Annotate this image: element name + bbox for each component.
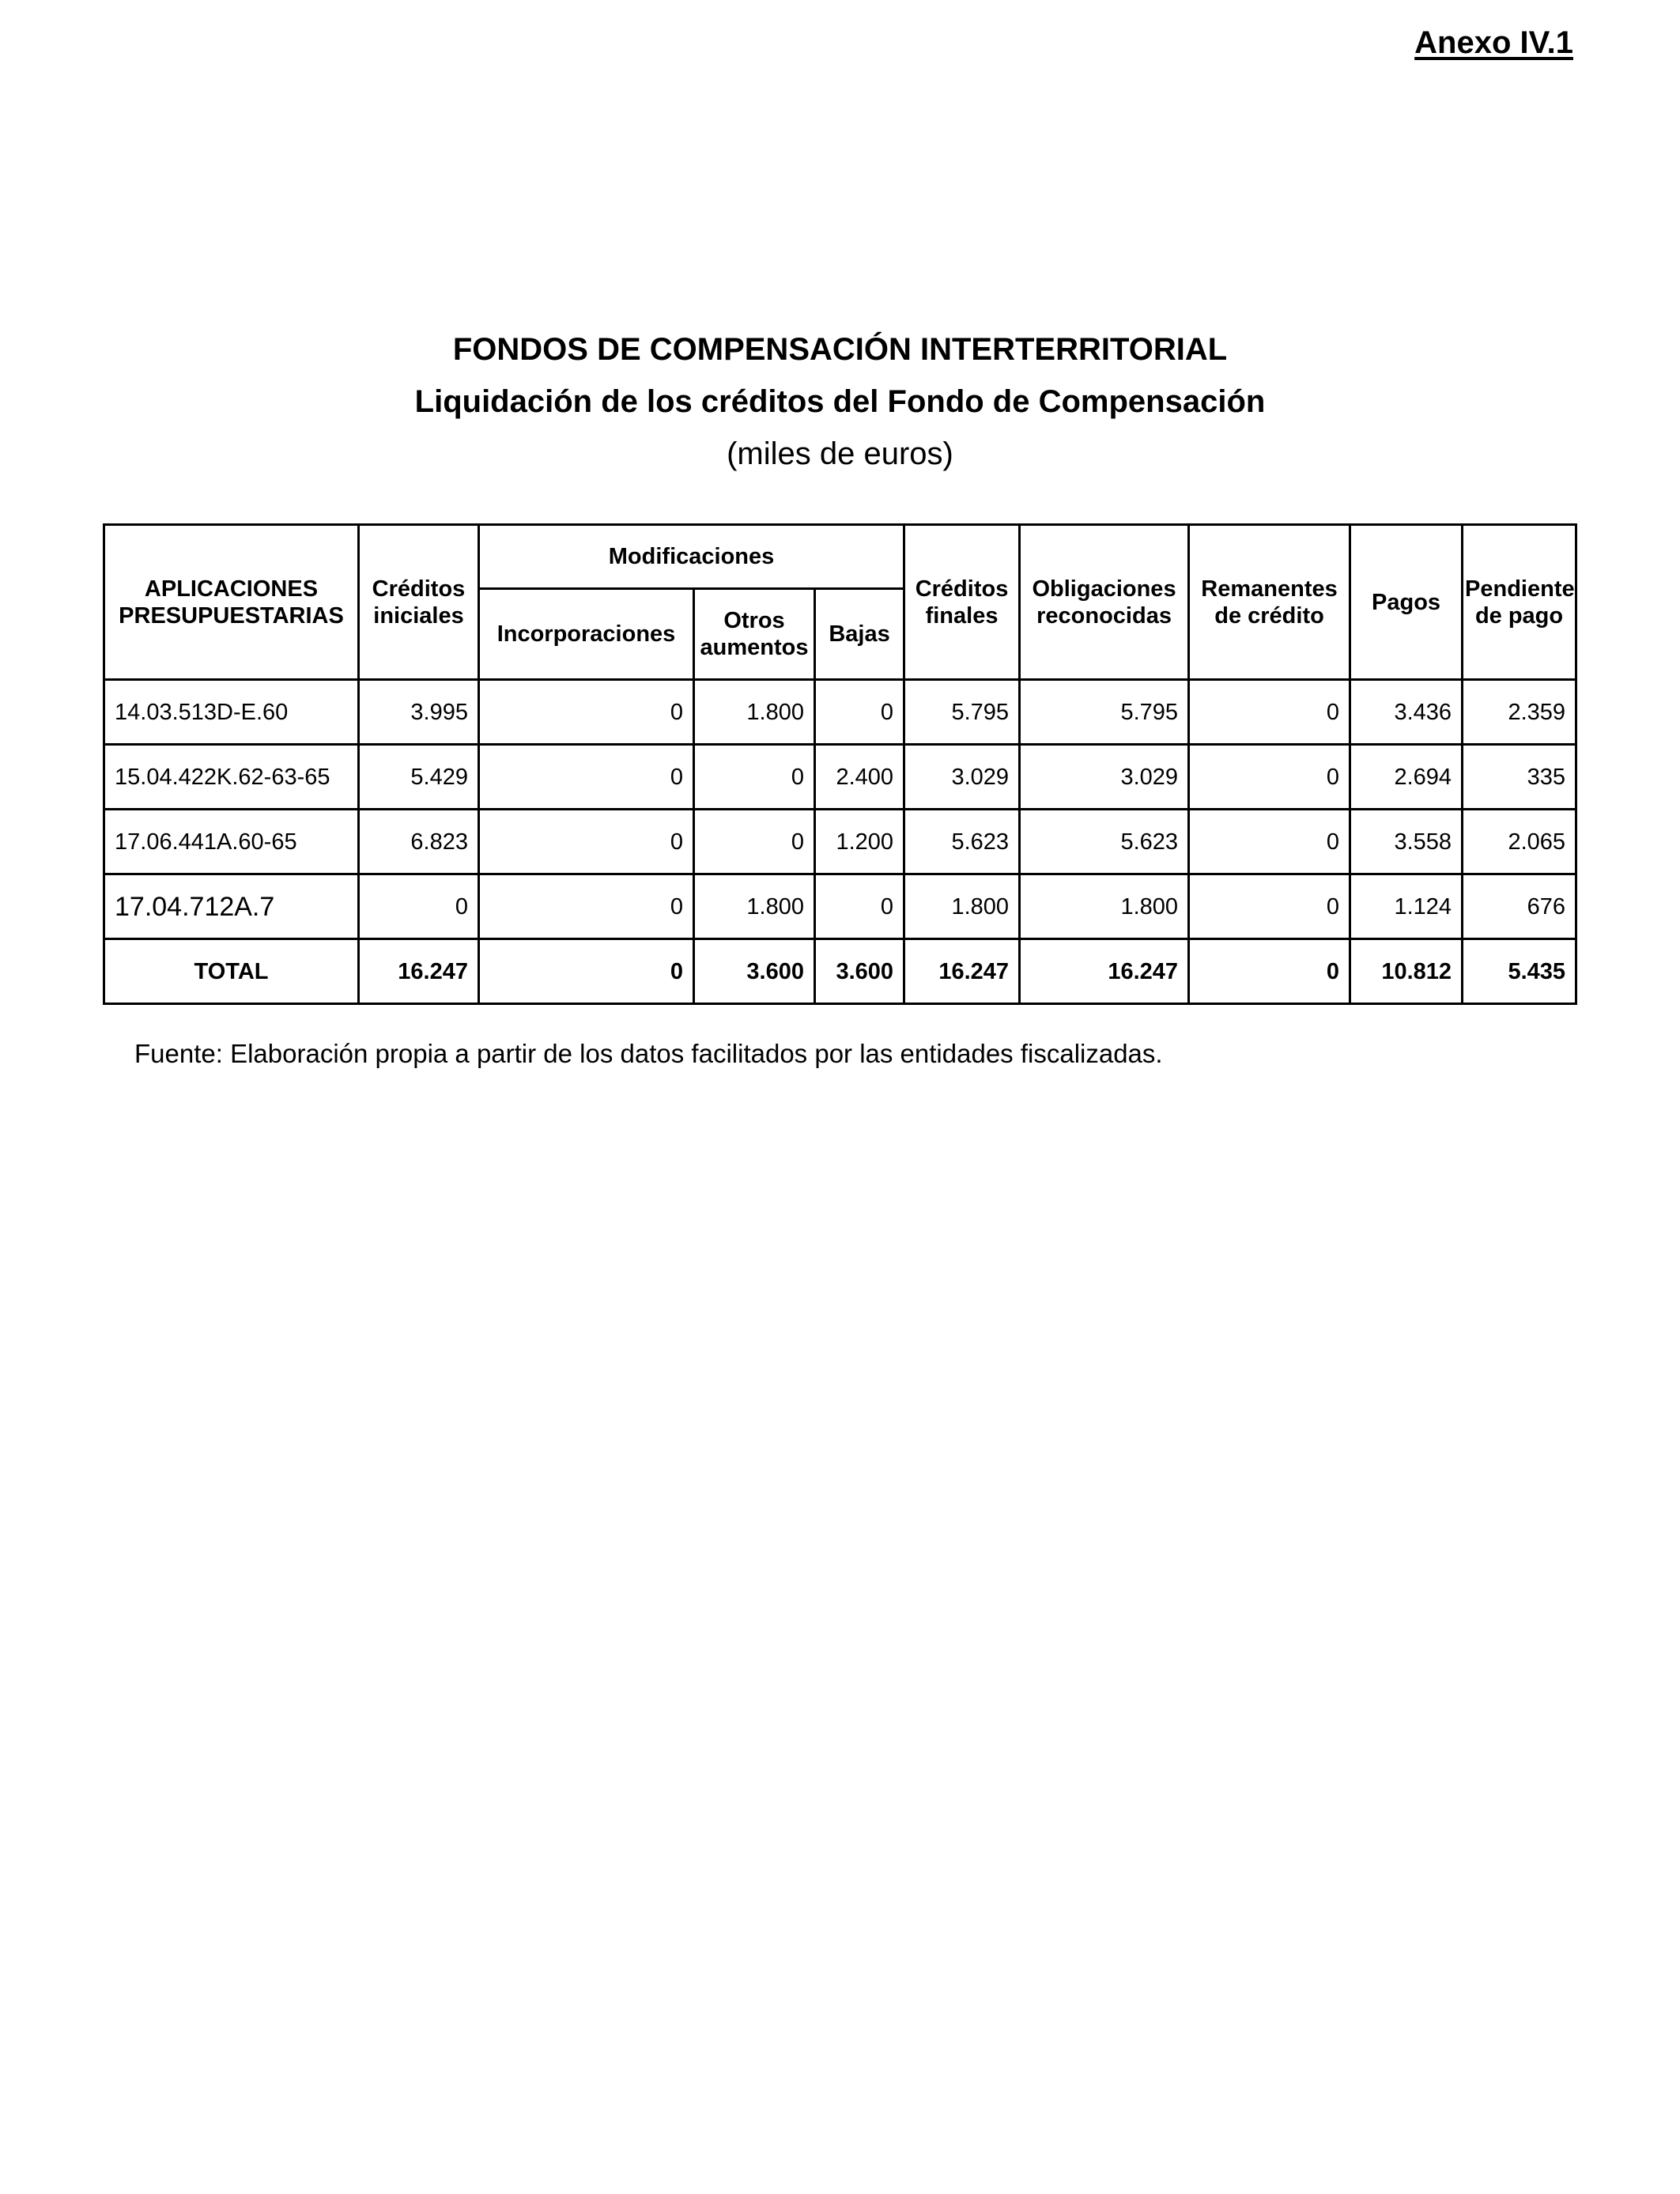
cell-remanentes: 0 [1189, 874, 1350, 939]
header-pagos: Pagos [1350, 525, 1463, 680]
cell-incorporaciones: 0 [479, 874, 694, 939]
total-obligaciones: 16.247 [1020, 939, 1189, 1004]
cell-creditos-finales: 5.623 [904, 810, 1020, 874]
cell-pagos: 2.694 [1350, 745, 1463, 810]
total-creditos-finales: 16.247 [904, 939, 1020, 1004]
table-row [104, 874, 1576, 939]
cell-pendiente: 2.359 [1463, 680, 1576, 745]
header-otros-aumentos: Otros aumentos [694, 589, 815, 680]
document-header [0, 330, 1680, 473]
cell-creditos-finales: 5.795 [904, 680, 1020, 745]
cell-pendiente: 335 [1463, 745, 1576, 810]
total-creditos-iniciales: 16.247 [359, 939, 479, 1004]
cell-bajas: 0 [815, 680, 904, 745]
cell-remanentes: 0 [1189, 745, 1350, 810]
cell-obligaciones: 3.029 [1020, 745, 1189, 810]
header-bajas: Bajas [815, 589, 904, 680]
cell-aplicacion: 17.06.441A.60-65 [104, 810, 359, 874]
cell-remanentes: 0 [1189, 810, 1350, 874]
total-bajas: 3.600 [815, 939, 904, 1004]
cell-remanentes: 0 [1189, 680, 1350, 745]
total-otros-aumentos: 3.600 [694, 939, 815, 1004]
cell-bajas: 0 [815, 874, 904, 939]
header-aplicaciones: APLICACIONES PRESUPUESTARIAS [104, 525, 359, 680]
header-remanentes: Remanentes de crédito [1189, 525, 1350, 680]
cell-creditos-finales: 3.029 [904, 745, 1020, 810]
cell-creditos-finales: 1.800 [904, 874, 1020, 939]
cell-otros-aumentos: 0 [694, 810, 815, 874]
cell-creditos-iniciales: 6.823 [359, 810, 479, 874]
cell-otros-aumentos: 1.800 [694, 874, 815, 939]
cell-incorporaciones: 0 [479, 810, 694, 874]
header-creditos-finales: Créditos finales [904, 525, 1020, 680]
cell-aplicacion: 15.04.422K.62-63-65 [104, 745, 359, 810]
source-note: Fuente: Elaboración propia a partir de los datos facilitados por las entidades fiscalizadas. [134, 1039, 1163, 1068]
total-label: TOTAL [104, 939, 359, 1004]
cell-otros-aumentos: 0 [694, 745, 815, 810]
liquidation-table [103, 523, 1577, 1005]
header-modificaciones: Modificaciones [479, 525, 904, 589]
total-row [104, 939, 1576, 1004]
cell-bajas: 2.400 [815, 745, 904, 810]
cell-creditos-iniciales: 0 [359, 874, 479, 939]
cell-obligaciones: 5.623 [1020, 810, 1189, 874]
document-subtitle: Liquidación de los créditos del Fondo de Compensación [414, 384, 1266, 419]
cell-pagos: 1.124 [1350, 874, 1463, 939]
cell-incorporaciones: 0 [479, 745, 694, 810]
header-creditos-iniciales: Créditos iniciales [359, 525, 479, 680]
table-row [104, 680, 1576, 745]
total-remanentes: 0 [1189, 939, 1350, 1004]
header-obligaciones: Obligaciones reconocidas [1020, 525, 1189, 680]
cell-bajas: 1.200 [815, 810, 904, 874]
cell-pendiente: 676 [1463, 874, 1576, 939]
header-incorporaciones: Incorporaciones [479, 589, 694, 680]
total-incorporaciones: 0 [479, 939, 694, 1004]
cell-obligaciones: 1.800 [1020, 874, 1189, 939]
total-pagos: 10.812 [1350, 939, 1463, 1004]
header-row-1 [104, 525, 1576, 589]
cell-creditos-iniciales: 5.429 [359, 745, 479, 810]
header-pendiente: Pendiente de pago [1463, 525, 1576, 680]
cell-pagos: 3.558 [1350, 810, 1463, 874]
document-title: FONDOS DE COMPENSACIÓN INTERTERRITORIAL [452, 332, 1228, 367]
total-pendiente: 5.435 [1463, 939, 1576, 1004]
cell-pendiente: 2.065 [1463, 810, 1576, 874]
table-row [104, 810, 1576, 874]
cell-pagos: 3.436 [1350, 680, 1463, 745]
cell-incorporaciones: 0 [479, 680, 694, 745]
cell-obligaciones: 5.795 [1020, 680, 1189, 745]
cell-aplicacion: 14.03.513D-E.60 [104, 680, 359, 745]
cell-creditos-iniciales: 3.995 [359, 680, 479, 745]
table-row [104, 745, 1576, 810]
annex-label: Anexo IV.1 [1414, 25, 1573, 60]
units-label: (miles de euros) [727, 436, 953, 471]
cell-aplicacion: 17.04.712A.7 [104, 874, 359, 939]
cell-otros-aumentos: 1.800 [694, 680, 815, 745]
